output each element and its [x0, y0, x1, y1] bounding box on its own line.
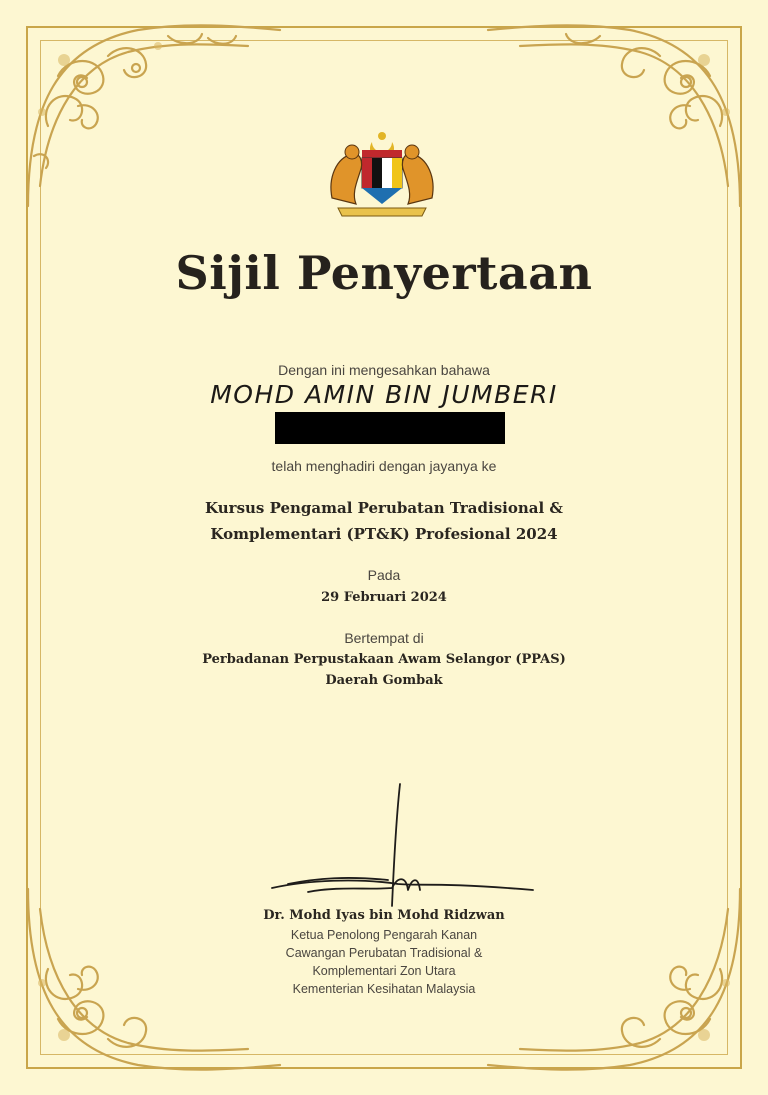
signatory-name: Dr. Mohd Iyas bin Mohd Ridzwan — [263, 908, 505, 923]
course-title-line2: Komplementari (PT&K) Profesional 2024 — [210, 525, 558, 543]
intro-text: Dengan ini mengesahkan bahawa — [278, 362, 490, 378]
signatory-title-line3: Komplementari Zon Utara — [312, 964, 456, 978]
certificate-title: Sijil Penyertaan — [175, 246, 593, 300]
course-title-line1: Kursus Pengamal Perubatan Tradisional & — [205, 499, 563, 517]
signatory-title-line4: Kementerian Kesihatan Malaysia — [292, 982, 476, 996]
signatory-title-line2: Cawangan Perubatan Tradisional & — [285, 946, 483, 960]
redacted-block — [275, 412, 505, 444]
handwritten-signature-icon — [268, 780, 538, 910]
malaysia-coat-of-arms-icon — [322, 128, 442, 220]
ornament-corner-top-left — [18, 16, 288, 216]
venue-line2: Daerah Gombak — [325, 673, 443, 688]
signatory-title-line1: Ketua Penolong Pengarah Kanan — [290, 928, 478, 942]
venue-label: Bertempat di — [344, 630, 424, 646]
attended-text: telah menghadiri dengan jayanya ke — [271, 458, 497, 474]
participant-name: MOHD AMIN BIN JUMBERI — [210, 380, 558, 409]
ornament-corner-top-right — [480, 16, 750, 216]
event-date: 29 Februari 2024 — [321, 590, 447, 605]
date-label: Pada — [367, 567, 401, 583]
venue-line1: Perbadanan Perpustakaan Awam Selangor (PPAS) — [202, 652, 566, 667]
